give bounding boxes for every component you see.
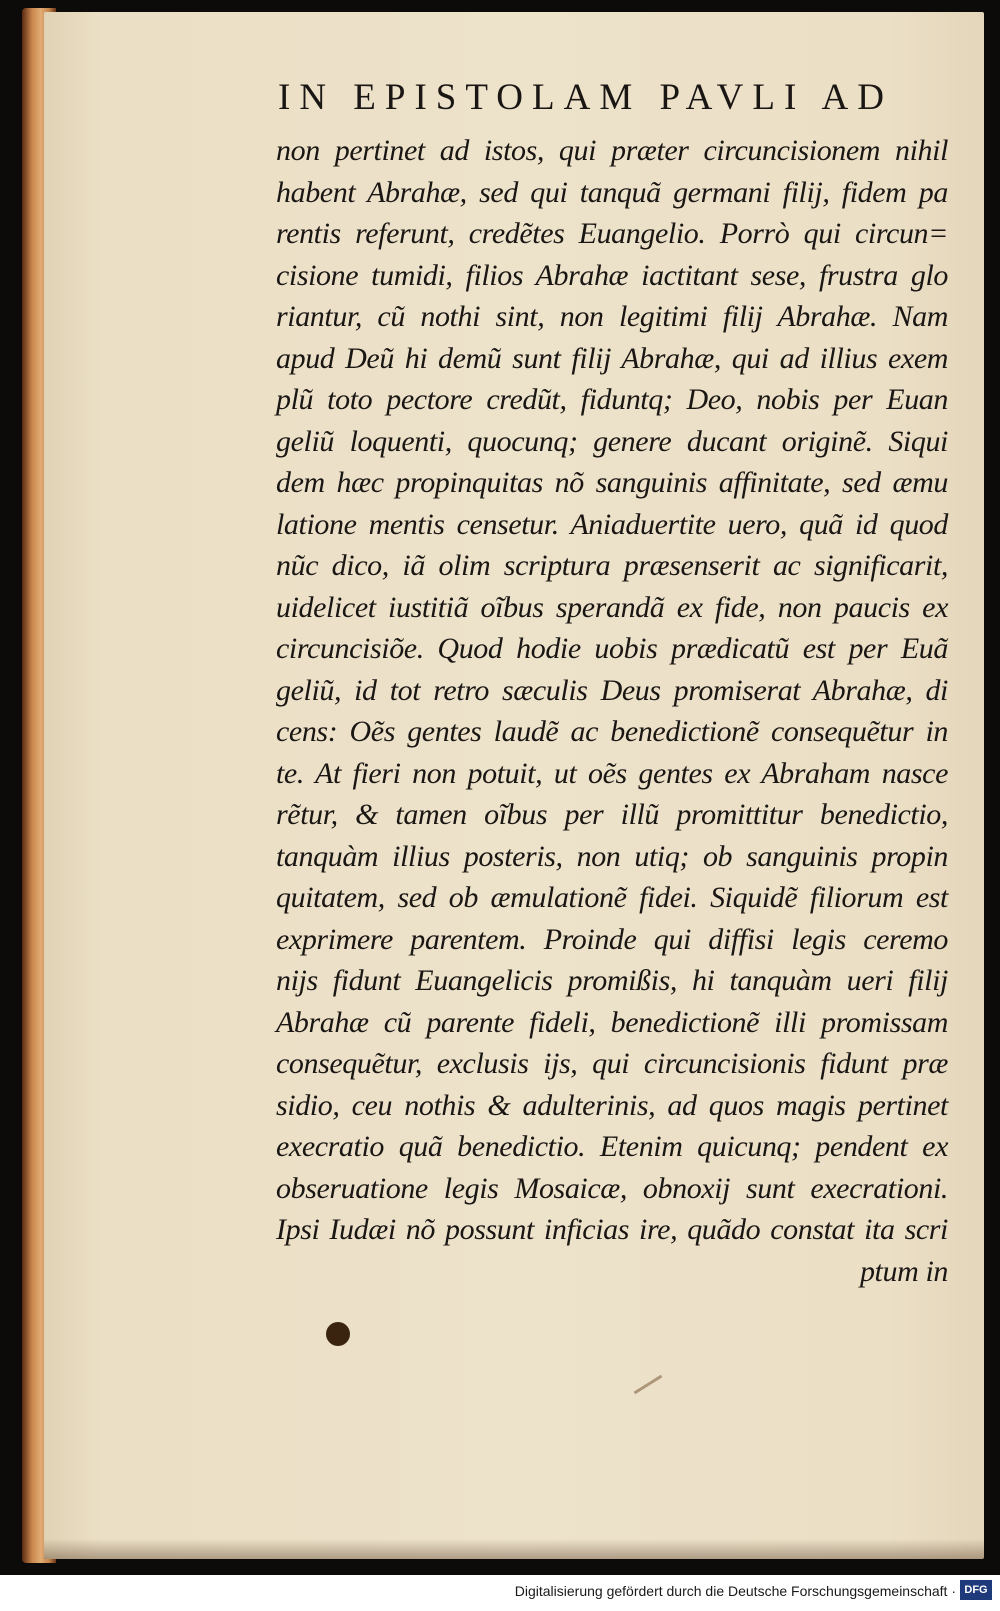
- running-head: IN EPISTOLAM PAVLI AD: [278, 77, 893, 118]
- text-line: non pertinet ad istos, qui præter circuncisionem nihil: [276, 134, 948, 167]
- text-line: Abrahæ cũ parente fideli, benedictionẽ illi promissam: [276, 1005, 948, 1039]
- text-line: execratio quã benedictio. Etenim quicunq; pendent ex: [276, 1130, 948, 1163]
- text-line: exprimere parentem. Proinde qui diffisi legis ceremo: [276, 922, 948, 956]
- text-line: te. At fieri non potuit, ut oẽs gentes ex Abraham nasce: [276, 756, 948, 790]
- text-line: quitatem, sed ob æmulationẽ fidei. Siquidẽ filiorum est: [276, 881, 948, 914]
- ink-spot: [326, 1322, 350, 1346]
- text-line: obseruatione legis Mosaicæ, obnoxij sunt execrationi.: [276, 1171, 948, 1205]
- text-line: nijs fidunt Euangelicis promißis, hi tanquàm ueri filij: [276, 964, 948, 997]
- text-line: nũc dico, iã olim scriptura præsenserit ac significarit,: [276, 549, 948, 582]
- text-line: dem hæc propinquitas nõ sanguinis affinitate, sed æmu: [276, 466, 948, 499]
- text-line: latione mentis censetur. Aniaduertite uero, quã id quod: [276, 507, 948, 541]
- catchword: ptum in: [859, 1254, 948, 1288]
- text-line: cisione tumidi, filios Abrahæ iactitant sese, frustra glo: [276, 258, 948, 292]
- text-line: geliũ loquenti, quocunq; genere ducant originẽ. Siqui: [276, 424, 948, 458]
- text-line: sidio, ceu nothis & adulterinis, ad quos magis pertinet: [276, 1088, 948, 1122]
- text-line: geliũ, id tot retro sæculis Deus promiserat Abrahæ, di: [276, 673, 948, 707]
- text-line: cens: Oẽs gentes laudẽ ac benedictionẽ consequẽtur in: [276, 715, 948, 748]
- text-line: consequẽtur, exclusis ijs, qui circuncisionis fidunt præ: [276, 1047, 948, 1080]
- dfg-logo: DFG: [960, 1580, 992, 1600]
- text-line: riantur, cũ nothi sint, non legitimi filij Abrahæ. Nam: [276, 300, 948, 333]
- text-line: rentis referunt, credẽtes Euangelio. Porrò qui circun=: [276, 217, 948, 250]
- text-line: uidelicet iustitiã oĩbus sperandã ex fide, non paucis ex: [276, 590, 948, 624]
- text-line: habent Abrahæ, sed qui tanquã germani filij, fidem pa: [276, 175, 948, 209]
- text-line: circuncisiõe. Quod hodie uobis prædicatũ est per Euã: [276, 632, 948, 665]
- digitization-credit: Digitalisierung gefördert durch die Deutsche Forschungsgemeinschaft ·: [514, 1583, 956, 1599]
- text-line: apud Deũ hi demũ sunt filij Abrahæ, qui ad illius exem: [276, 341, 948, 375]
- text-line: rẽtur, & tamen oĩbus per illũ promittitur benedictio,: [276, 798, 948, 831]
- text-line: Ipsi Iudæi nõ possunt inficias ire, quãdo constat ita scri: [276, 1213, 948, 1246]
- text-line: plũ toto pectore credũt, fiduntq; Deo, nobis per Euan: [276, 383, 948, 416]
- text-block: [276, 130, 948, 1292]
- text-line: tanquàm illius posteris, non utiq; ob sanguinis propin: [276, 839, 948, 873]
